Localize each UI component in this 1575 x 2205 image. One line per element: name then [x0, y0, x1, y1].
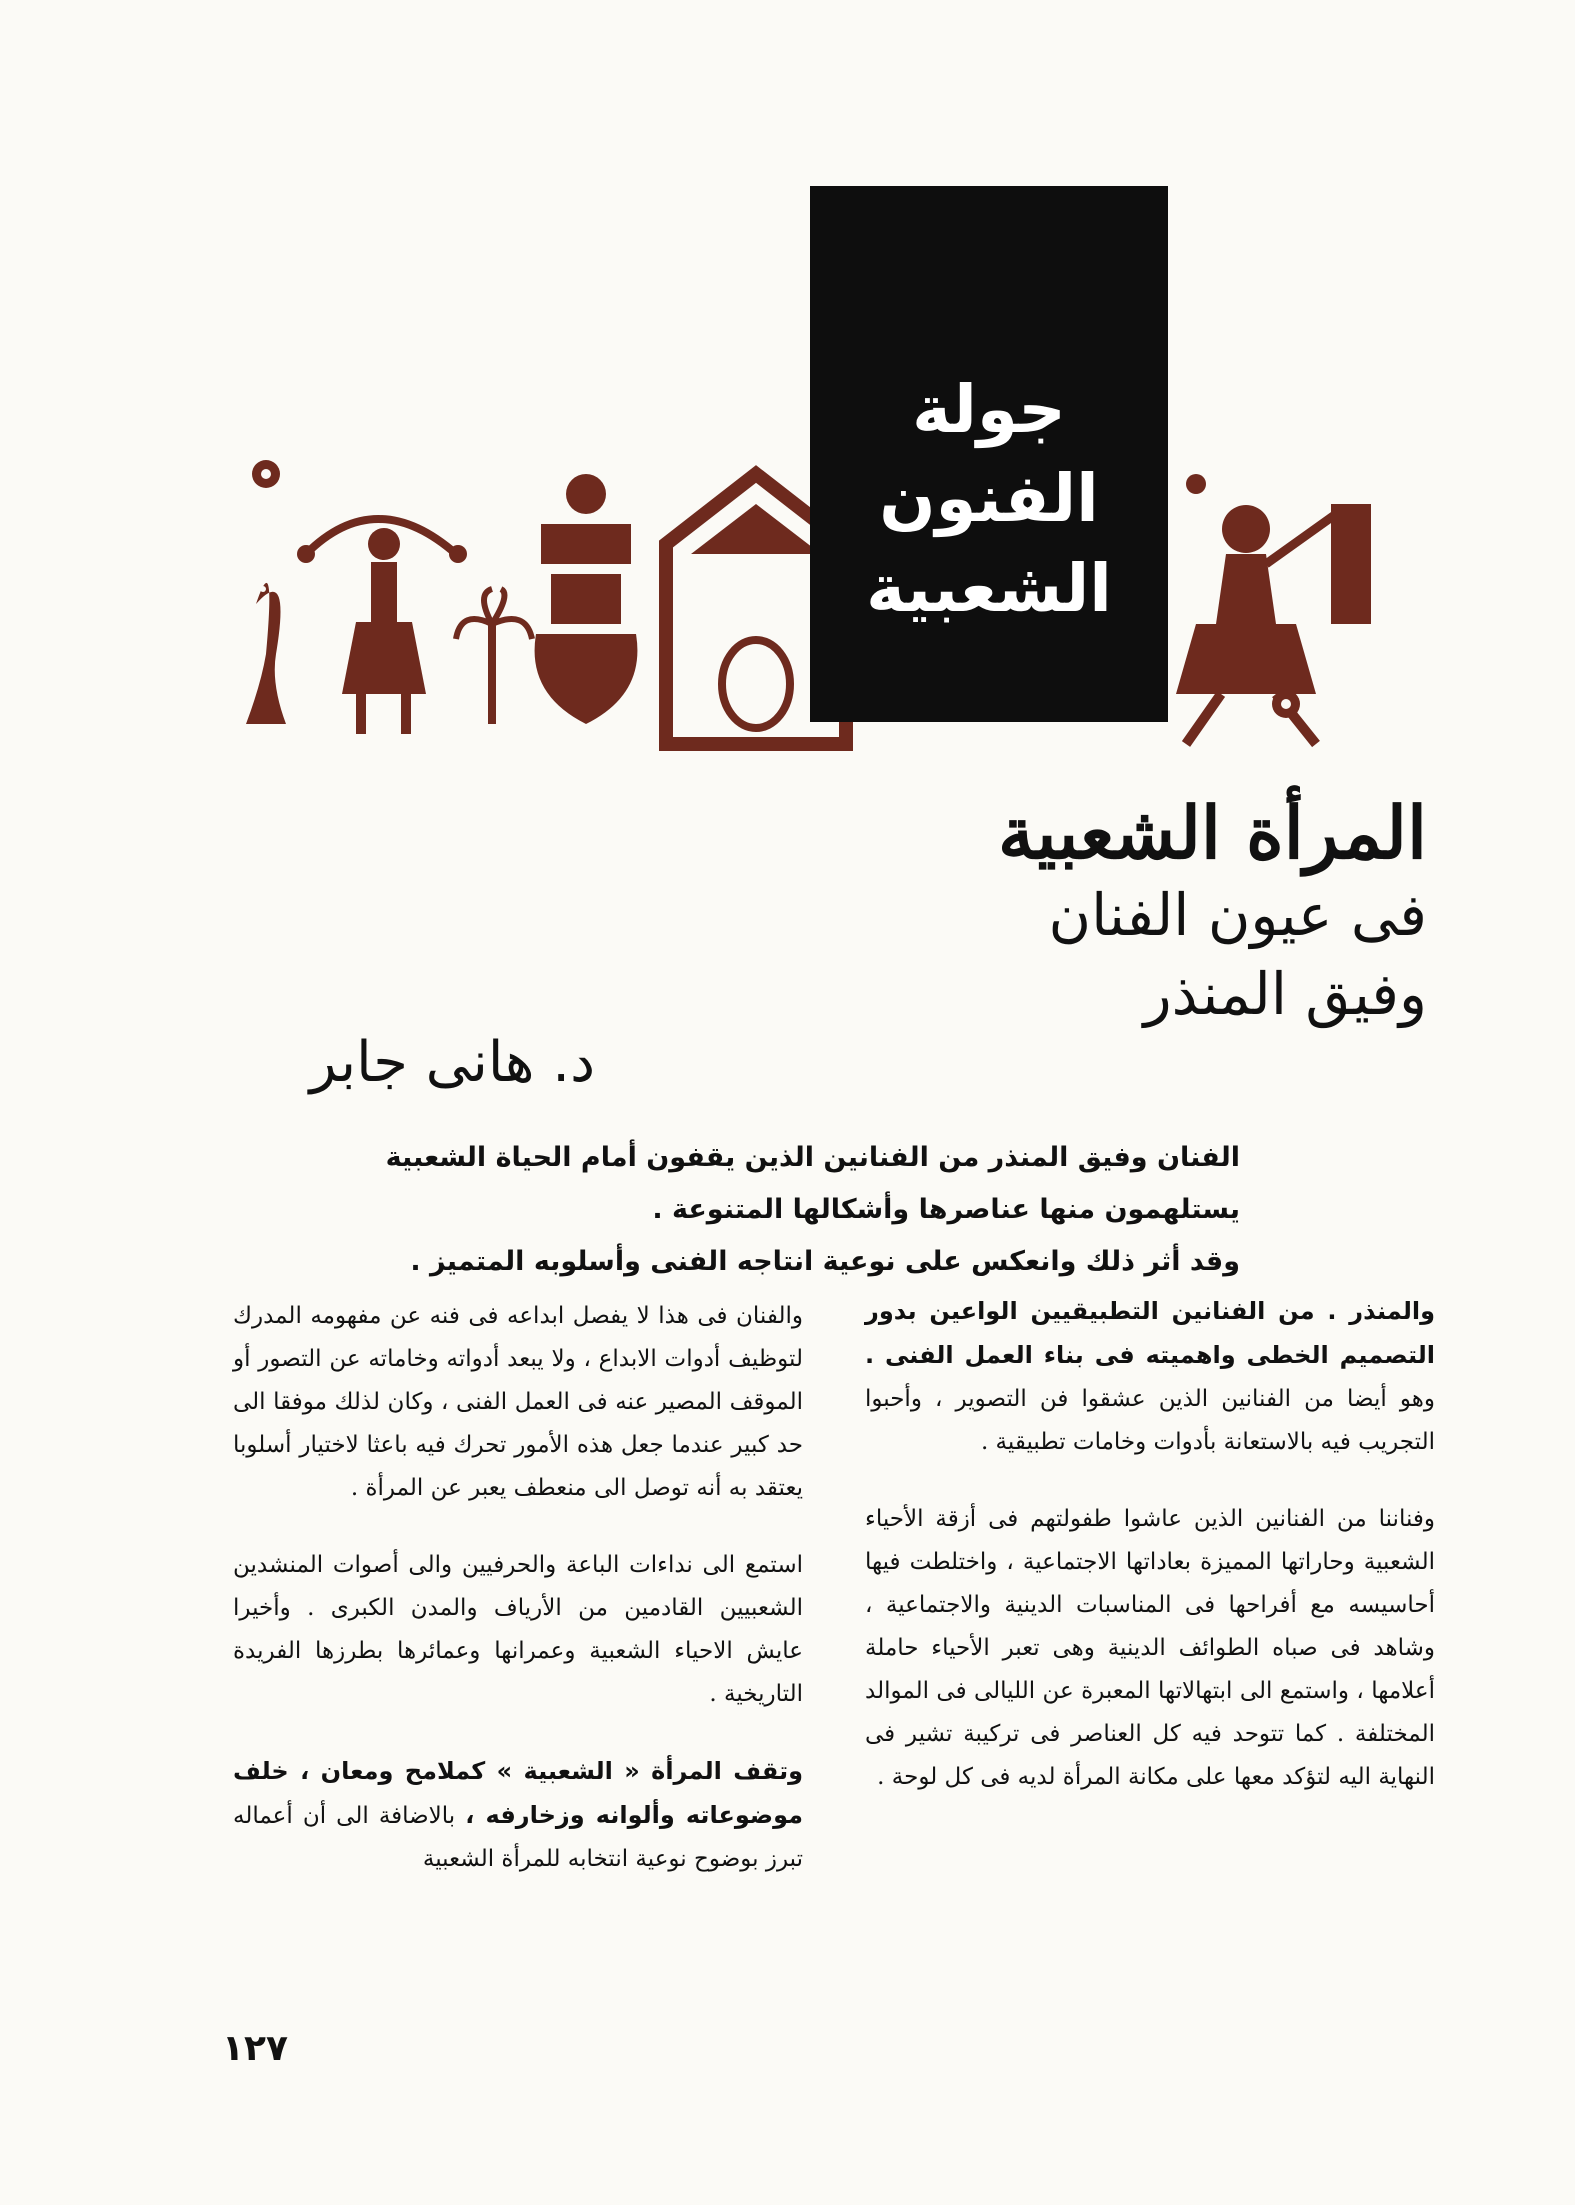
- flower-icon: [1186, 474, 1206, 494]
- lead-line: الفنان وفيق المنذر من الفنانين الذين يقفون أمام الحياة الشعبية: [385, 1142, 1240, 1173]
- page-number: ١٢٧: [222, 2028, 288, 2069]
- author-byline: د. هانى جابر: [309, 1030, 595, 1095]
- paragraph: استمع الى نداءات الباعة والحرفيين والى أصوات المنشدين الشعبيين القادمين من الأرياف والمدن الكبرى . وأخيرا عايش الاحياء الشعبية وعمرانها وعمائرها بطرزها الفريدة التاريخية .: [233, 1552, 803, 1707]
- article-lead: [260, 1132, 1240, 1288]
- bold-text: والمنذر . من الفنانين التطبيقيين الواعين بدور التصميم الخطى واهميته فى بناء العمل الفنى .: [865, 1297, 1435, 1369]
- article-title-line: وفيق المنذر: [1143, 959, 1427, 1028]
- paragraph: [233, 1750, 803, 1881]
- section-title-line: جولة: [912, 371, 1066, 449]
- article-title-line: المرأة الشعبية: [997, 790, 1427, 875]
- paragraph: والفنان فى هذا لا يفصل ابداعه فى فنه عن مفهومه المدرك لتوظيف أدوات الابداع ، ولا يبعد أدواته وخاماته عن التصور أو الموقف المصير عنه فى العمل الفنى ، وكان لذلك موفقا الى حد كبير عندما جعل هذه الأمور تحرك فيه باعثا لاختيار أسلوبا يعتقد به أنه توصل الى منعطف يعبر عن المرأة .: [233, 1303, 803, 1501]
- text-column-right: [865, 1290, 1435, 1833]
- section-title-line: الشعبية: [866, 549, 1112, 627]
- section-title-line: الفنون: [879, 460, 1099, 538]
- lead-line: وقد أثر ذلك وانعكس على نوعية انتاجه الفنى وأسلوبه المتميز .: [410, 1246, 1240, 1277]
- article-title: [807, 790, 1427, 1033]
- ornamental-vase-icon: [535, 474, 638, 724]
- paragraph: [865, 1290, 1435, 1464]
- section-title-box: [810, 186, 1168, 722]
- lead-line: يستلهمون منها عناصرها وأشكالها المتنوعة .: [652, 1194, 1240, 1225]
- paragraph: وفناننا من الفنانين الذين عاشوا طفولتهم فى أزقة الأحياء الشعبية وحاراتها المميزة بعاداتها الاجتماعية ، واختلطت فيها أحاسيسه مع أفراحها فى المناسبات الدينية والاجتماعية ، وشاهد فى صباه الطوائف الدينية وهى تعبر الأحياء حاملة أعلامها ، واستمع الى ابتهالاتها المعبرة عن الليالى فى الموالد المختلفة . كما تتوحد فيه كل العناصر فى تركيبة تشير فى النهاية اليه لتؤكد معها على مكانة المرأة لديه فى كل لوحة .: [865, 1506, 1435, 1790]
- dancing-figure-icon: [297, 519, 467, 734]
- flower-icon: [1272, 690, 1300, 718]
- fish-icon: [246, 583, 286, 724]
- bold-text: وتقف المرأة « الشعبية » كملامح ومعان ، خلف موضوعاته وألوانه وزخارفه ،: [233, 1757, 803, 1829]
- palm-tree-icon: [456, 589, 532, 724]
- article-title-line: فى عيون الفنان: [1048, 881, 1427, 950]
- body-text: بالاضافة الى أن أعماله تبرز بوضوح نوعية انتخابه للمرأة الشعبية: [233, 1803, 803, 1872]
- flower-icon: [252, 460, 280, 488]
- text-column-left: [233, 1295, 803, 1915]
- body-text: وهو أيضا من الفنانين الذين عشقوا فن التصوير ، وأحبوا التجريب فيه بالاستعانة بأدوات وخامات تطبيقية .: [865, 1386, 1435, 1455]
